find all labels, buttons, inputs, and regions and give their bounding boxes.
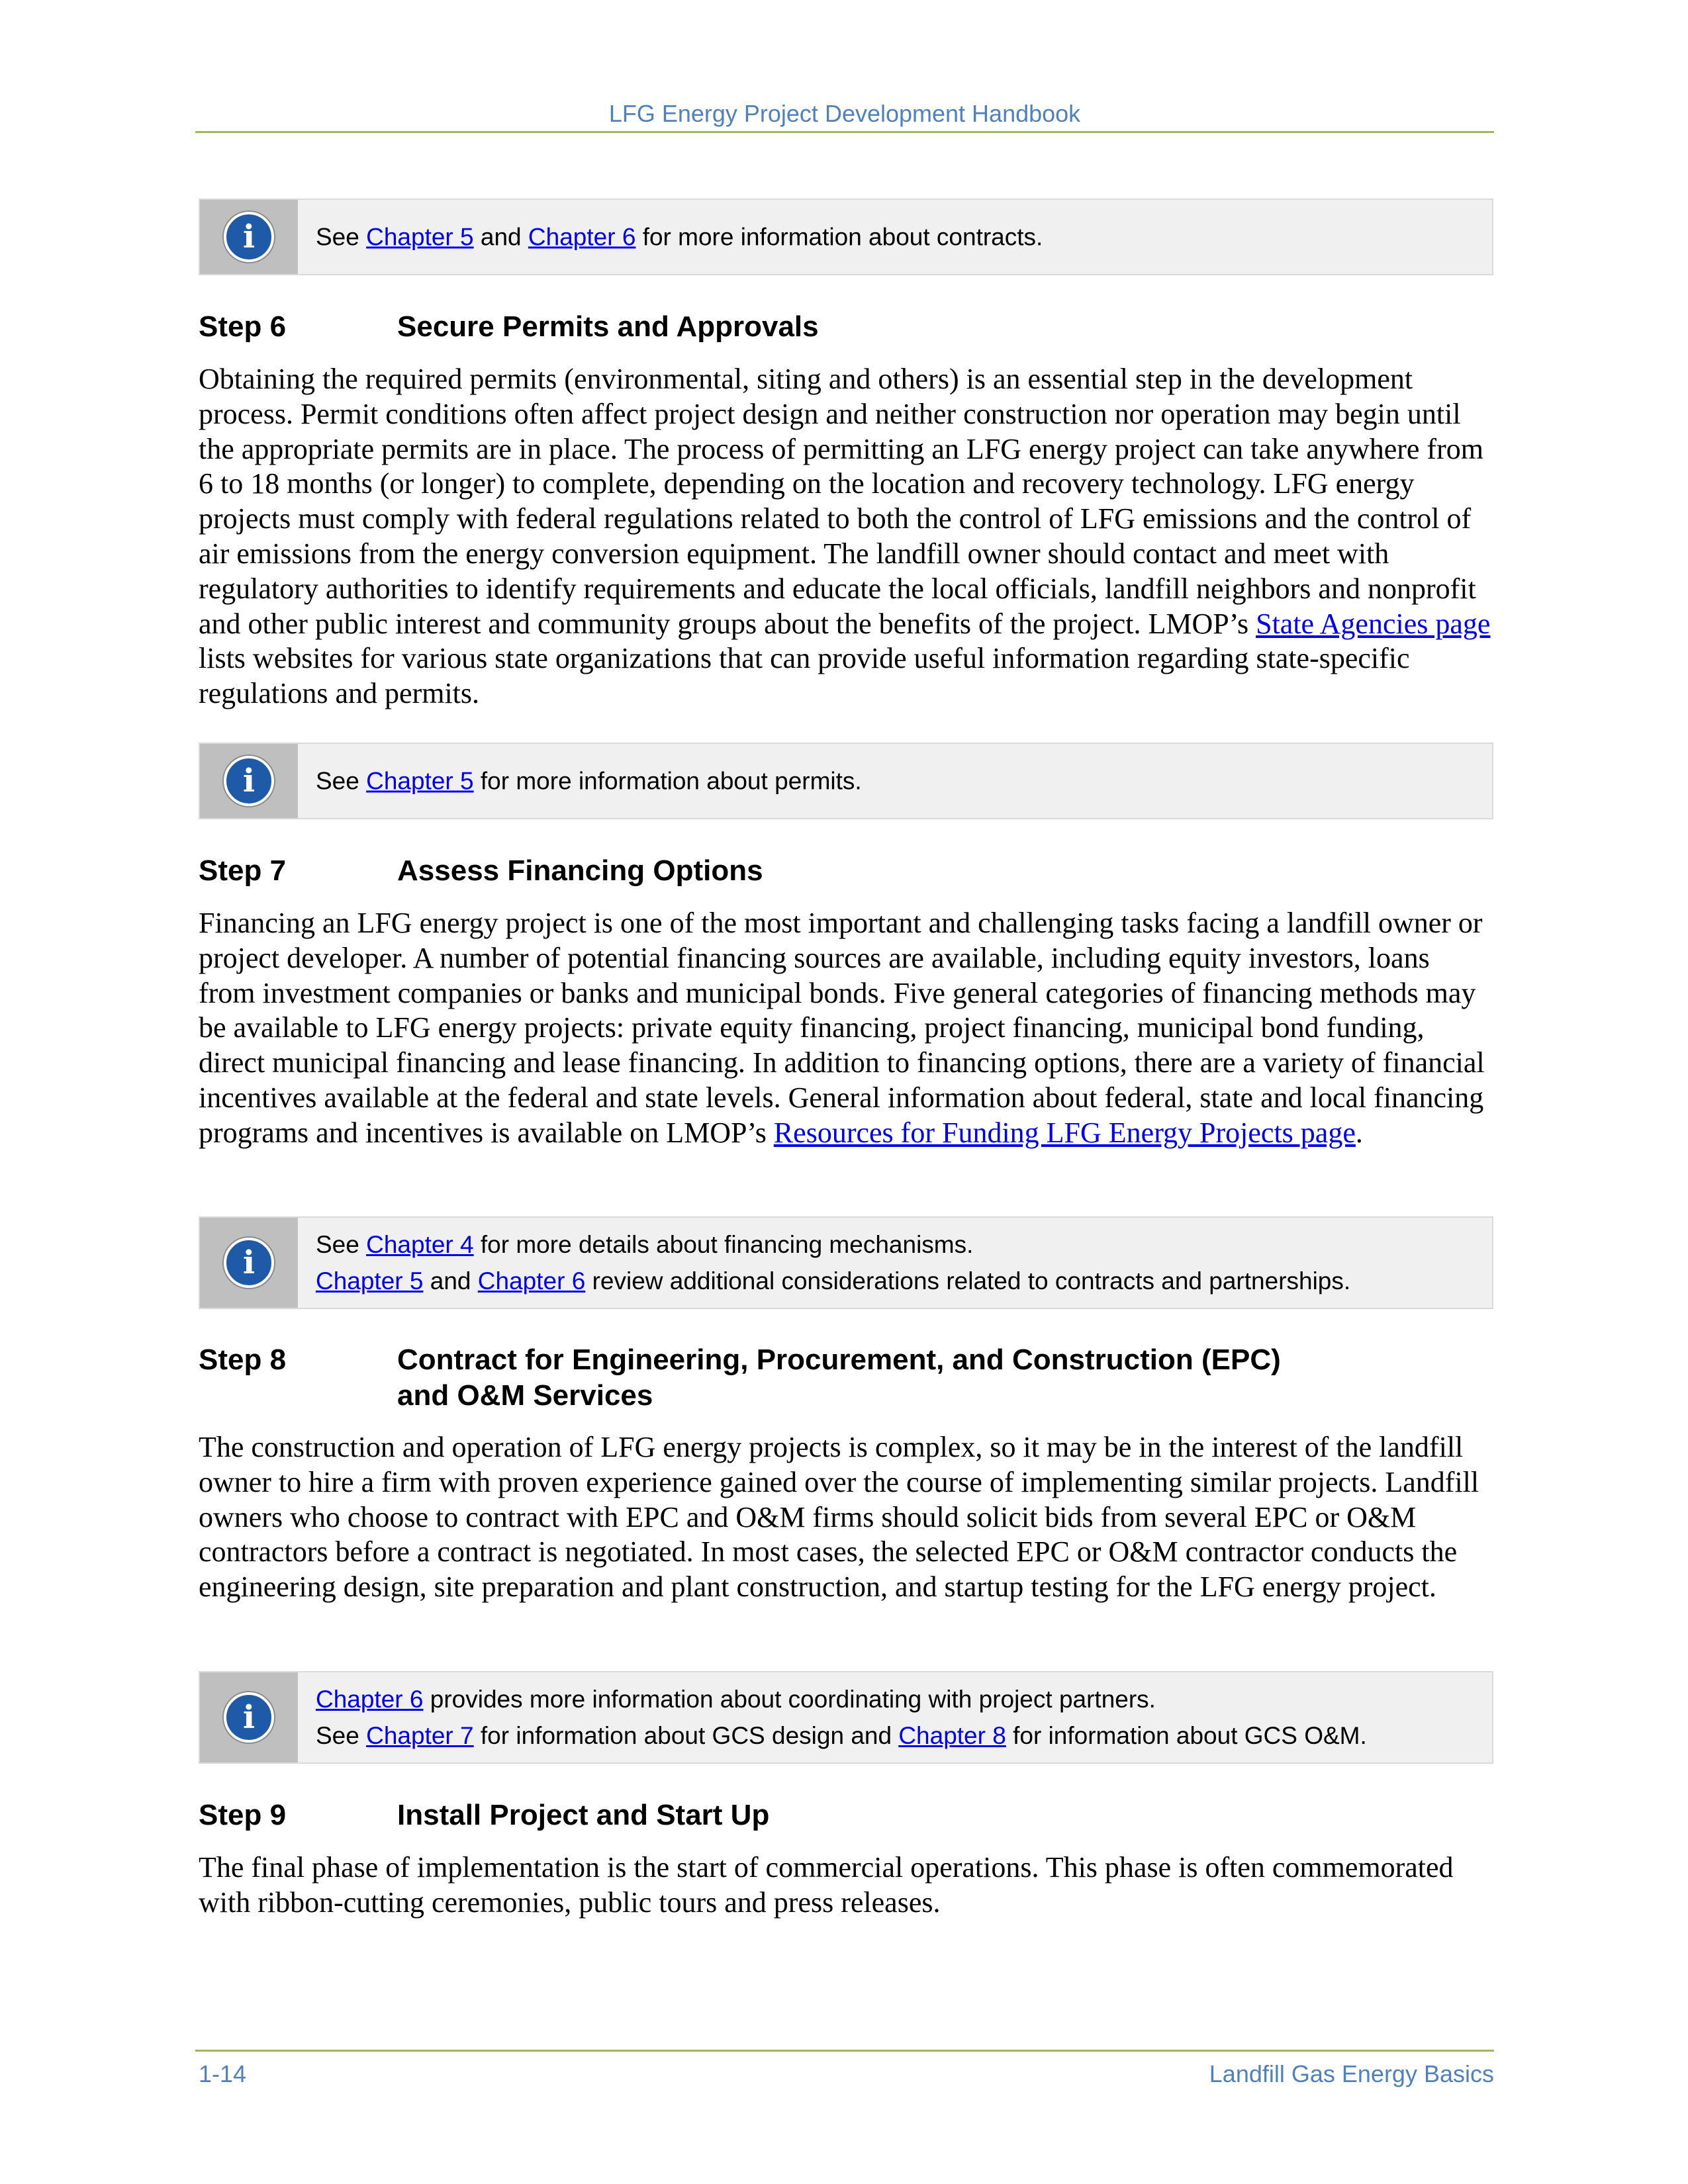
note-text: See Chapter 5 and Chapter 6 for more information about contracts. bbox=[316, 223, 1043, 251]
chapter-4-link[interactable]: Chapter 4 bbox=[366, 1231, 474, 1258]
info-icon-box bbox=[200, 744, 298, 818]
footer-section: Landfill Gas Energy Basics bbox=[1209, 2060, 1494, 2087]
step-title: Install Project and Start Up bbox=[397, 1799, 770, 1831]
step-number: Step 6 bbox=[199, 310, 287, 343]
chapter-7-link[interactable]: Chapter 7 bbox=[366, 1722, 474, 1749]
note-text: See Chapter 5 for more information about permits. bbox=[316, 767, 862, 795]
step-number: Step 7 bbox=[199, 854, 287, 887]
chapter-8-link[interactable]: Chapter 8 bbox=[898, 1722, 1006, 1749]
info-icon: i bbox=[224, 756, 274, 806]
step-8-paragraph: The construction and operation of LFG energy projects is complex, so it may be in the interest of the landfill owner to hire a firm with proven experience gained over the course of implementing similar projects. Landfill owners who choose to contract with EPC and O&M firms should solicit bids from several EPC or O&M contractors before a contract is negotiated. In most cases, the selected EPC or O&M contractor conducts the engineering design, site preparation and plant construction, and startup testing for the LFG energy project. bbox=[199, 1431, 1479, 1604]
info-icon: i bbox=[224, 212, 274, 262]
chapter-6-link[interactable]: Chapter 6 bbox=[316, 1686, 424, 1713]
chapter-5-link[interactable]: Chapter 5 bbox=[366, 767, 474, 795]
header-rule bbox=[195, 131, 1494, 133]
info-note-permits bbox=[199, 743, 1493, 819]
info-icon: i bbox=[224, 1238, 274, 1288]
info-note-partners bbox=[199, 1671, 1493, 1764]
funding-resources-link[interactable]: Resources for Funding LFG Energy Projects page bbox=[773, 1116, 1356, 1149]
step-6-paragraph: Obtaining the required permits (environmental, siting and others) is an essential step in the development process. Permit conditions often affect project design and neither construction nor operation may begin until the appropriate permits are in place. The process of permitting an LFG energy project can take anywhere from 6 to 18 months (or longer) to complete, depending on the location and recovery technology. LFG energy projects must comply with federal regulations related to both the control of LFG emissions and the control of air emissions from the energy conversion equipment. The landfill owner should contact and meet with regulatory authorities to identify requirements and educate the local officials, landfill neighbors and nonprofit and other public interest and community groups about the benefits of the project. LMOP’s State Agencies page lists websites for various state organizations that can provide useful information regarding state-specific regulations and permits. bbox=[199, 363, 1491, 710]
info-icon-box bbox=[200, 200, 298, 274]
note-text: Chapter 6 provides more information about coordinating with project partners. See Chapter 7 for information about GCS design and Chapter 8 for information about GCS O&M. bbox=[316, 1686, 1367, 1749]
chapter-6-link[interactable]: Chapter 6 bbox=[528, 223, 636, 251]
info-icon-box bbox=[200, 1218, 298, 1308]
note-text: See Chapter 4 for more details about financing mechanisms. Chapter 5 and Chapter 6 review additional considerations related to contracts and partnerships. bbox=[316, 1231, 1351, 1295]
running-header: LFG Energy Project Development Handbook bbox=[608, 100, 1081, 127]
state-agencies-link[interactable]: State Agencies page bbox=[1256, 607, 1491, 640]
info-icon-box bbox=[200, 1672, 298, 1762]
step-title: Secure Permits and Approvals bbox=[397, 310, 819, 343]
step-title: Assess Financing Options bbox=[397, 854, 763, 887]
chapter-5-link[interactable]: Chapter 5 bbox=[366, 223, 474, 251]
chapter-6-link[interactable]: Chapter 6 bbox=[477, 1267, 586, 1295]
page-number: 1-14 bbox=[199, 2060, 247, 2087]
chapter-5-link[interactable]: Chapter 5 bbox=[316, 1267, 424, 1295]
step-number: Step 8 bbox=[199, 1343, 287, 1376]
step-title: Contract for Engineering, Procurement, and Construction (EPC) and O&M Services bbox=[397, 1343, 1281, 1412]
step-number: Step 9 bbox=[199, 1799, 287, 1831]
info-note-financing bbox=[199, 1216, 1493, 1309]
info-icon: i bbox=[224, 1692, 274, 1743]
step-7-paragraph: Financing an LFG energy project is one of the most important and challenging tasks facing a landfill owner or project developer. A number of potential financing sources are available, including equity investors, loans from investment companies or banks and municipal bonds. Five general categories of financing methods may be available to LFG energy projects: private equity financing, project financing, municipal bond funding, direct municipal financing and lease financing. In addition to financing options, there are a variety of financial incentives available at the federal and state levels. General information about federal, state and local financing programs and incentives is available on LMOP’s Resources for Funding LFG Energy Projects page. bbox=[199, 907, 1485, 1149]
info-note-contracts bbox=[199, 199, 1493, 275]
step-9-paragraph: The final phase of implementation is the start of commercial operations. This phase is often commemorated with ribbon-cutting ceremonies, public tours and press releases. bbox=[199, 1851, 1454, 1919]
footer-rule bbox=[195, 2050, 1494, 2052]
